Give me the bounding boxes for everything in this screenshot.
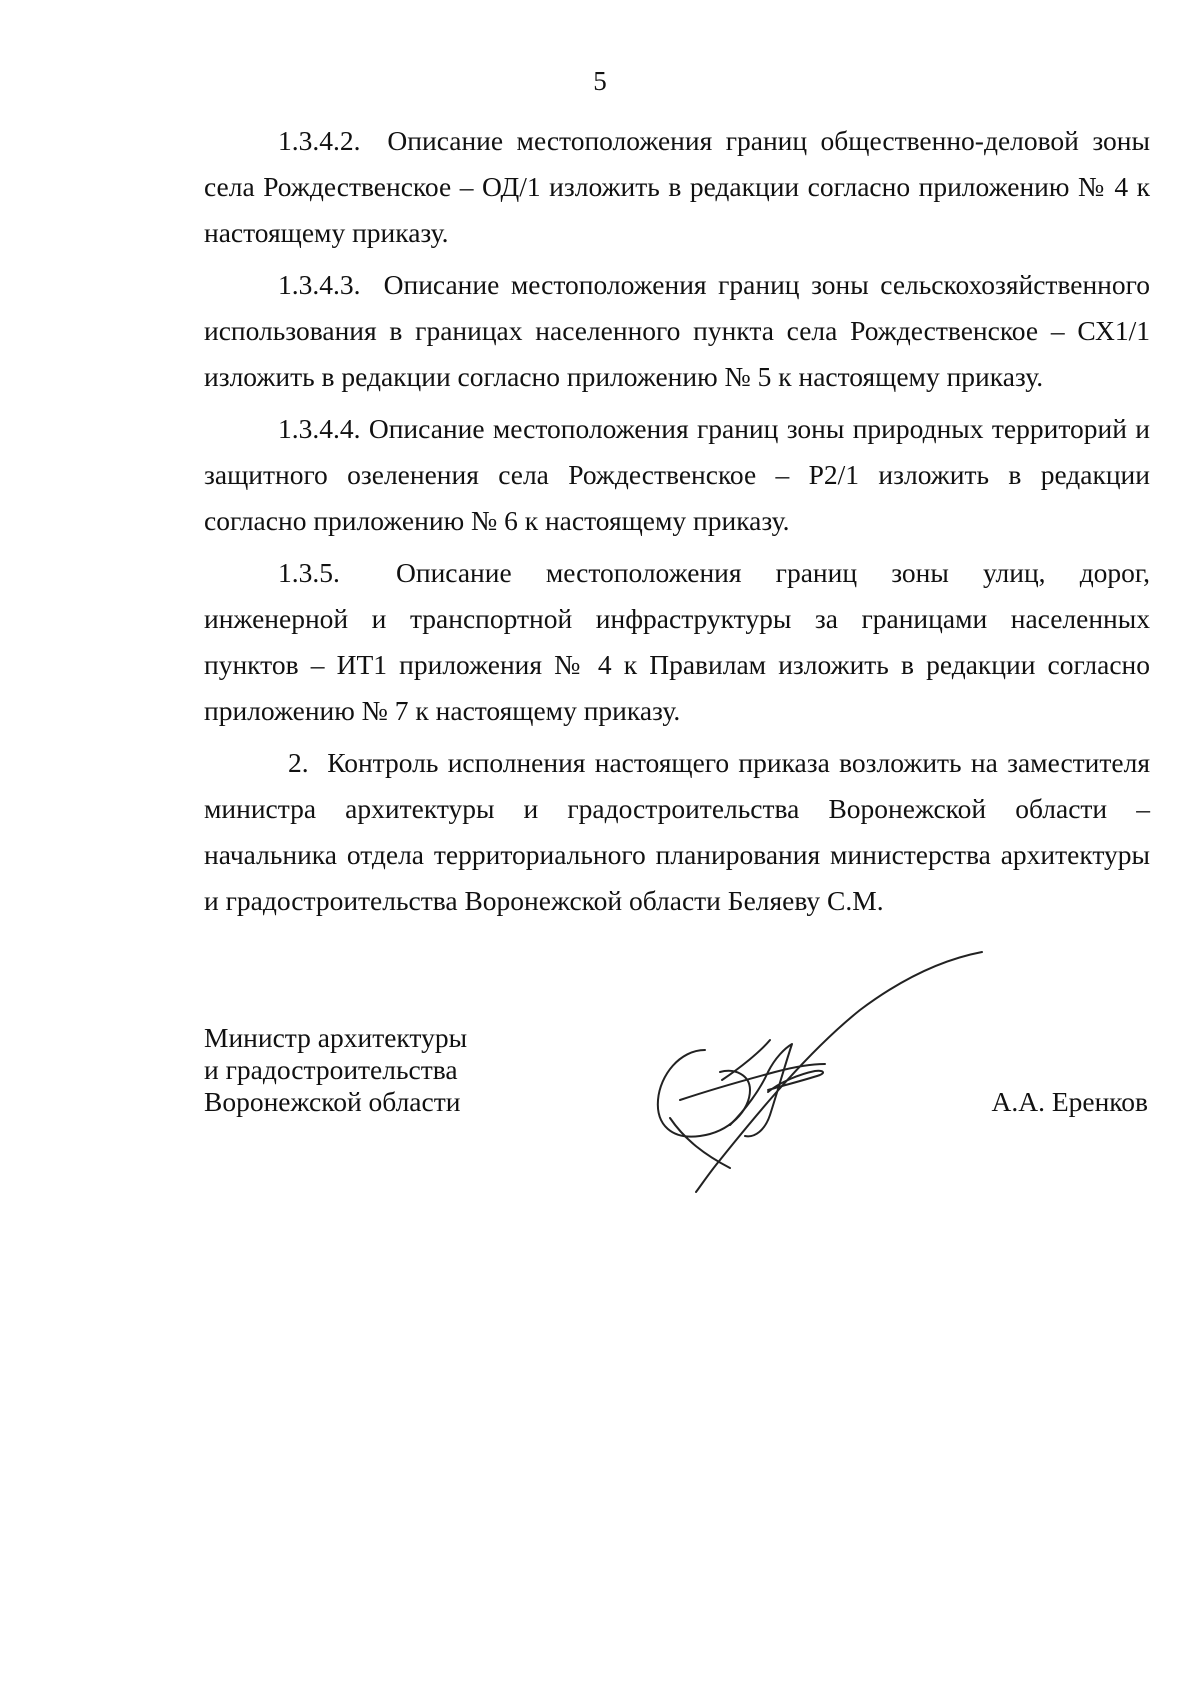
paragraph-text: Контроль исполнения настоящего приказа возложить на заместителя министра архитектуры и градостроительства Воронежской области – начальника отдела территориального планирования министерства архитектуры и градостроительства Воронежской области Беляеву С.М. — [204, 747, 1150, 916]
paragraph-1-3-4-4 — [204, 406, 1150, 544]
paragraph-number: 1.3.4.3. — [278, 269, 361, 300]
signatory-name: А.А. Еренков — [991, 1086, 1148, 1117]
page-number: 5 — [593, 66, 607, 96]
paragraph-1-3-5 — [204, 550, 1150, 734]
paragraph-number: 2. — [288, 747, 309, 778]
paragraph-number: 1.3.4.4. — [278, 413, 361, 444]
paragraph-text: Описание местоположения границ общественно-деловой зоны села Рождественское – ОД/1 изложить в редакции согласно приложению № 4 к настоящему приказу. — [204, 125, 1150, 248]
paragraph-1-3-4-2 — [204, 118, 1150, 256]
handwritten-signature — [610, 940, 990, 1200]
paragraph-text: Описание местоположения границ зоны сельскохозяйственного использования в границах населенного пункта села Рождественское – СХ1/1 изложить в редакции согласно приложению № 5 к настоящему приказу. — [204, 269, 1150, 392]
position-line-1: Министр архитектуры — [204, 1022, 468, 1053]
signatory-position — [204, 1022, 467, 1118]
paragraph-text: Описание местоположения границ зоны улиц, дорог, инженерной и транспортной инфраструктуры за границами населенных пунктов – ИТ1 приложения № 4 к Правилам изложить в редакции согласно приложению № 7 к настоящему приказу. — [204, 557, 1150, 726]
paragraph-text: Описание местоположения границ зоны природных территорий и защитного озеленения села Рождественское – Р2/1 изложить в редакции согласно приложению № 6 к настоящему приказу. — [204, 413, 1150, 536]
paragraph-number: 1.3.5. — [278, 557, 340, 588]
paragraph-2 — [204, 740, 1150, 924]
document-body — [204, 118, 1150, 924]
paragraph-1-3-4-3 — [204, 262, 1150, 400]
paragraph-number: 1.3.4.2. — [278, 125, 361, 156]
position-line-3: Воронежской области — [204, 1086, 461, 1117]
position-line-2: и градостроительства — [204, 1054, 458, 1085]
